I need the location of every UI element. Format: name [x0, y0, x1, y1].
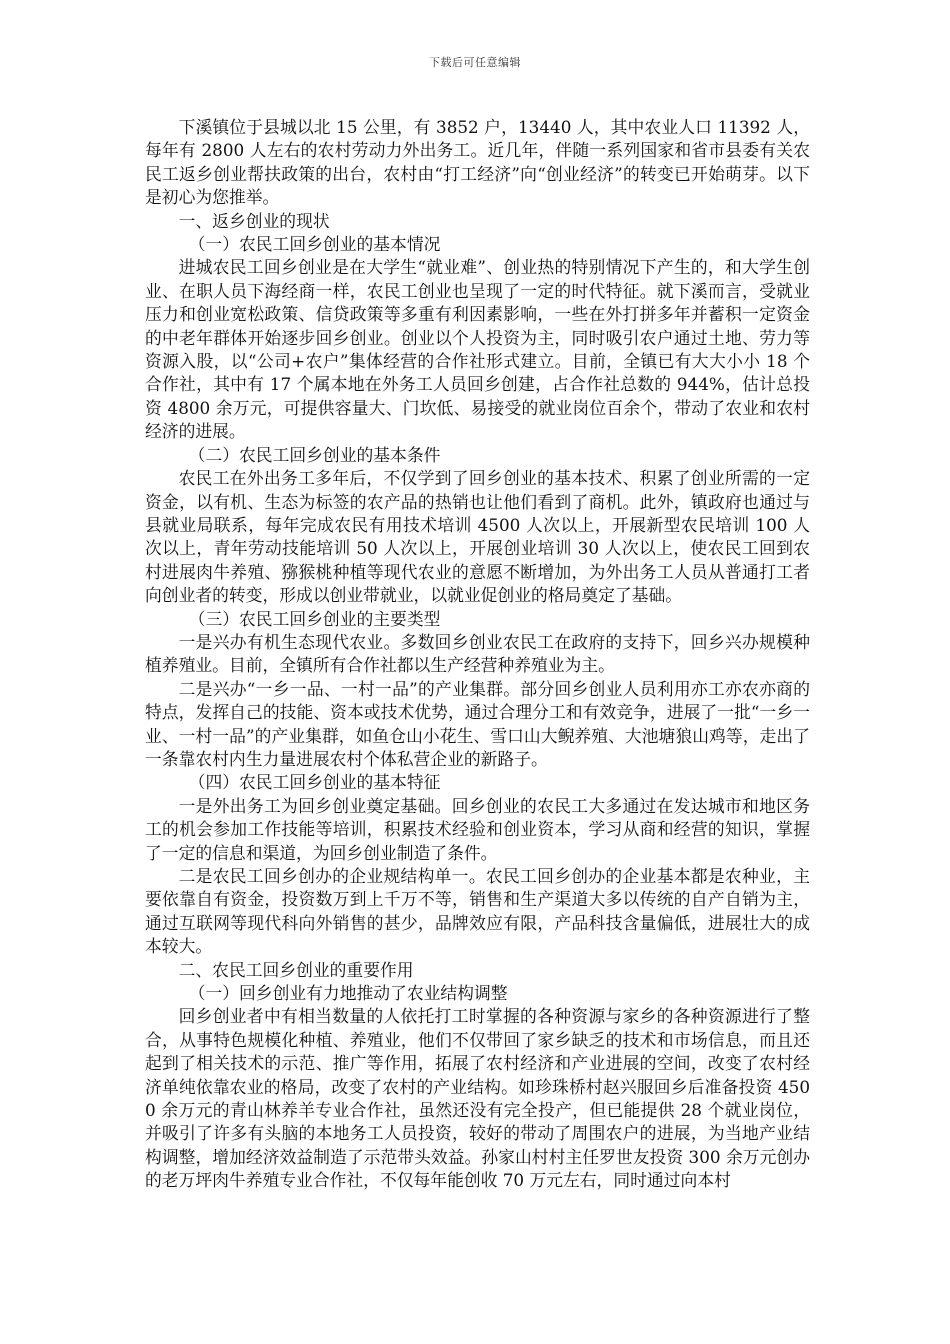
- paragraph: 农民工在外出务工多年后，不仅学到了回乡创业的基本技术、积累了创业所需的一定资金，以有机、生态为标签的农产品的热销也让他们看到了商机。此外，镇政府也通过与县就业局联系，每年完成农民有用技术培训 4500 人次以上，开展新型农民培训 100 人次以上，青年劳动技能培训 50 人次以上，开展创业培训 30 人次以上，使农民工回到农村进展肉牛养殖、猕猴桃种植等现代农业的意愿不断增加，为外出务工人员从普通打工者向创业者的转变，形成以创业带就业，以就业促创业的格局奠定了基础。: [145, 468, 810, 606]
- subsection-heading: （二）农民工回乡创业的基本条件: [188, 444, 441, 465]
- document-body: [145, 116, 810, 1193]
- subsection-heading: （一）农民工回乡创业的基本情况: [188, 234, 441, 255]
- subsection-heading: （一）回乡创业有力地推动了农业结构调整: [188, 983, 508, 1004]
- paragraph: 进城农民工回乡创业是在大学生“就业难”、创业热的特别情况下产生的，和大学生创业、在职人员下海经商一样，农民工创业也呈现了一定的时代特征。就下溪而言，受就业压力和创业宽松政策、信贷政策等多重有利因素影响，一些在外打拼多年并蓄积一定资金的中老年群体开始逐步回乡创业。创业以个人投资为主，同时吸引农户通过土地、劳力等资源入股，以“公司+农户”集体经营的合作社形式建立。目前，全镇已有大大小小 18 个合作社，其中有 17 个属本地在外务工人员回乡创建，占合作社总数的 944%，估计总投资 4800 余万元，可提供容量大、门坎低、易接受的就业岗位百余个，带动了农业和农村经济的进展。: [145, 257, 810, 442]
- section-heading: 一、返乡创业的现状: [178, 210, 330, 231]
- paragraph: 二是兴办“一乡一品、一村一品”的产业集群。部分回乡创业人员利用亦工亦农亦商的特点，发挥自己的技能、资本或技术优势，通过合理分工和有效竞争，进展了一批“一乡一业、一村一品”的产业集群，如鱼仓山小花生、雪口山大鲵养殖、大池塘狼山鸡等，走出了一条靠农村内生力量进展农村个体私营企业的新路子。: [145, 678, 810, 769]
- paragraph: 回乡创业者中有相当数量的人依托打工时掌握的各种资源与家乡的各种资源进行了整合，从事特色规模化种植、养殖业，他们不仅带回了家乡缺乏的技术和市场信息，而且还起到了相关技术的示范、推广等作用，拓展了农村经济和产业进展的空间，改变了农村经济单纯依靠农业的格局，改变了农村的产业结构。如珍珠桥村赵兴服回乡后准备投资 4500 余万元的青山林养羊专业合作社，虽然还没有完全投产，但已能提供 28 个就业岗位，并吸引了许多有头脑的本地务工人员投资，较好的带动了周围农户的进展，为当地产业结构调整，增加经济效益制造了示范带头效益。孙家山村村主任罗世友投资 300 余万元创办的老万坪肉牛养殖专业合作社，不仅每年能创收 70 万元左右，同时通过向本村: [145, 1006, 810, 1191]
- subsection-heading: （三）农民工回乡创业的主要类型: [188, 608, 441, 629]
- page-header: 下载后可任意编辑: [429, 56, 521, 69]
- paragraph: 二是农民工回乡创办的企业规结构单一。农民工回乡创办的企业基本都是农种业，主要依靠自有资金，投资数万到上千万不等，销售和生产渠道大多以传统的自产自销为主，通过互联网等现代科向外销售的甚少，品牌效应有限，产品科技含量偏低，进展壮大的成本较大。: [145, 866, 810, 957]
- section-heading: 二、农民工回乡创业的重要作用: [178, 959, 414, 980]
- paragraph: 一是兴办有机生态现代农业。多数回乡创业农民工在政府的支持下，回乡兴办规模种植养殖业。目前，全镇所有合作社都以生产经营种养殖业为主。: [145, 631, 810, 676]
- paragraph: 一是外出务工为回乡创业奠定基础。回乡创业的农民工大多通过在发达城市和地区务工的机会参加工作技能等培训，积累技术经验和创业资本，学习从商和经营的知识，掌握了一定的信息和渠道，为回乡创业制造了条件。: [145, 795, 810, 863]
- subsection-heading: （四）农民工回乡创业的基本特征: [188, 772, 441, 793]
- paragraph-intro: 下溪镇位于县城以北 15 公里，有 3852 户，13440 人，其中农业人口 11392 人，每年有 2800 人左右的农村劳动力外出务工。近几年，伴随一系列国家和省市县委有关农民工返乡创业帮扶政策的出台，农村由“打工经济”向“创业经济”的转变已开始萌芽。以下是初心为您推举。: [145, 117, 810, 208]
